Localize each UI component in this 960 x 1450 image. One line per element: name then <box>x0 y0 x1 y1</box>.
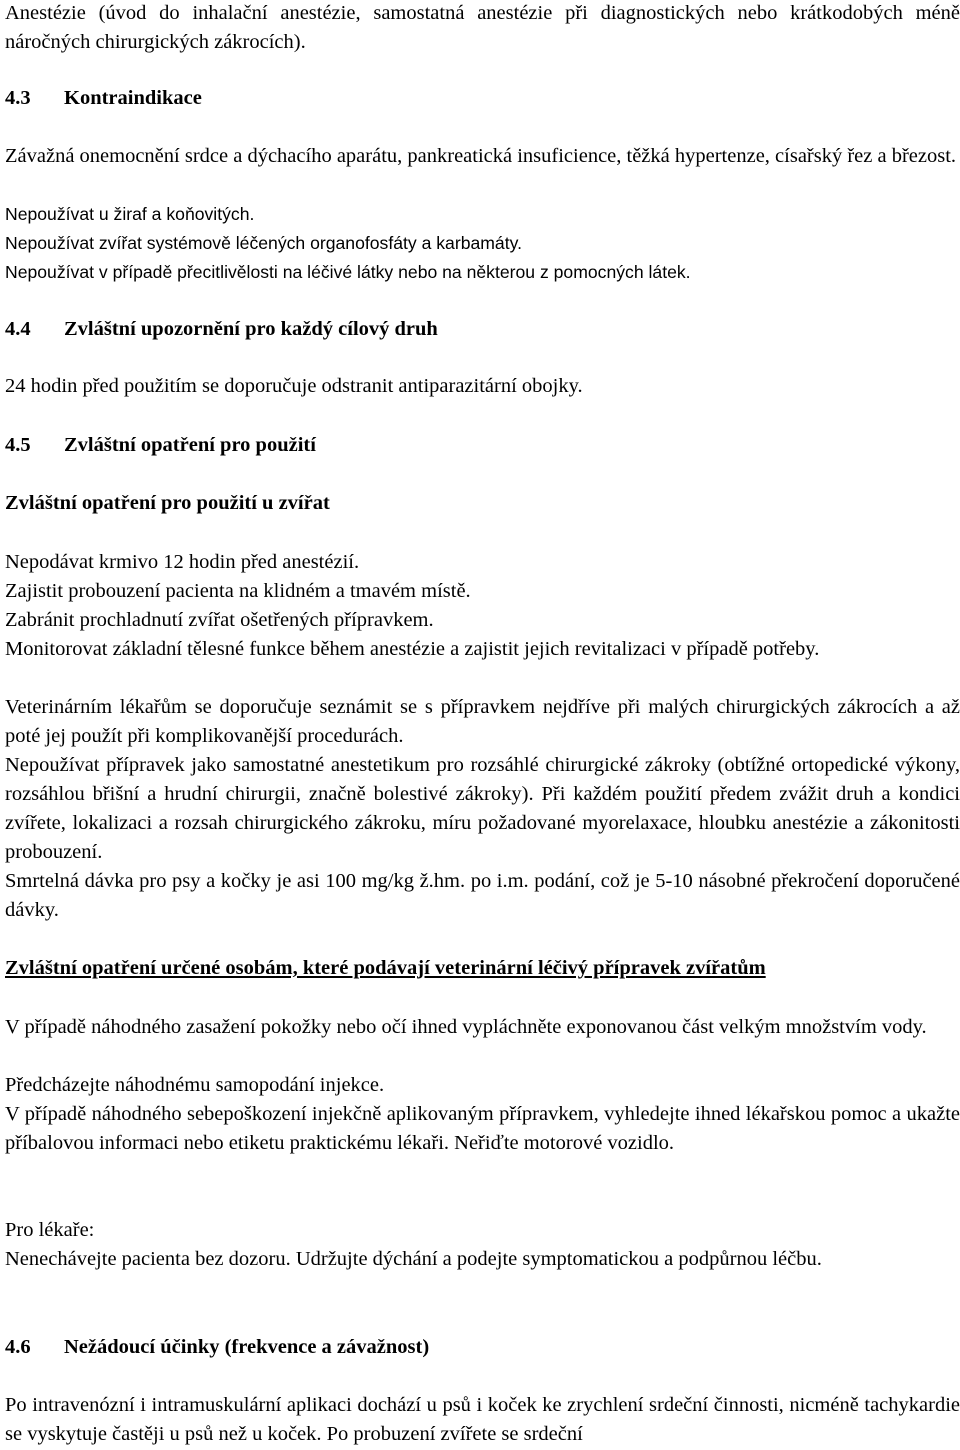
precaution-paragraph: Smrtelná dávka pro psy a kočky je asi 100 mg/kg ž.hm. po i.m. podání, což je 5-10 násobné překročení doporučené dávky. <box>5 870 960 921</box>
subsection-heading: Zvláštní opatření pro použití u zvířat <box>5 492 330 514</box>
intro-paragraph: Anestézie (úvod do inhalační anestézie, samostatná anestézie při diagnostických nebo krátkodobých méně náročných chirurgických zákrocích). <box>5 2 960 53</box>
contraindication-line: Nepoužívat zvířat systémově léčených organofosfáty a karbamáty. <box>5 233 522 253</box>
precaution-paragraph: Veterinárním lékařům se doporučuje seznámit se s přípravkem nejdříve při malých chirurgických zákrocích a až poté jej použít při komplikovanější procedurách. <box>5 696 960 747</box>
section-4-3-heading <box>5 84 202 113</box>
precaution-line: Zajistit probouzení pacienta na klidném a tmavém místě. <box>5 580 471 602</box>
section-title: Kontraindikace <box>64 87 202 109</box>
section-number: 4.4 <box>5 318 31 340</box>
section-4-6-heading <box>5 1333 429 1362</box>
section-title: Nežádoucí účinky (frekvence a závažnost) <box>64 1336 430 1358</box>
contraindication-paragraph: Závažná onemocnění srdce a dýchacího aparátu, pankreatická insuficience, těžká hypertenze, císařský řez a březost. <box>5 145 957 167</box>
subsection-heading: Zvláštní opatření určené osobám, které podávají veterinární léčivý přípravek zvířatům <box>5 957 766 979</box>
operator-paragraph: V případě náhodného zasažení pokožky nebo očí ihned vypláchněte exponovanou část velkým množstvím vody. <box>5 1016 927 1038</box>
physician-label: Pro lékaře: <box>5 1219 95 1241</box>
section-title: Zvláštní upozornění pro každý cílový druh <box>64 318 438 340</box>
contraindication-line: Nepoužívat v případě přecitlivělosti na léčivé látky nebo na některou z pomocných látek. <box>5 262 691 282</box>
precaution-paragraph: Monitorovat základní tělesné funkce během anestézie a zajistit jejich revitalizaci v případě potřeby. <box>5 638 820 660</box>
operator-paragraph: V případě náhodného sebepoškození injekčně aplikovaným přípravkem, vyhledejte ihned lékařskou pomoc a ukažte příbalovou informaci nebo etiketu praktickému lékaři. Neřiďte motorové vozidlo. <box>5 1103 960 1154</box>
section-title: Zvláštní opatření pro použití <box>64 434 316 456</box>
contraindication-line: Nepoužívat u žiraf a koňovitých. <box>5 204 255 224</box>
warning-paragraph: 24 hodin před použitím se doporučuje odstranit antiparazitární obojky. <box>5 375 583 397</box>
section-number: 4.3 <box>5 87 31 109</box>
section-4-5-heading <box>5 431 316 460</box>
section-4-4-heading <box>5 315 438 344</box>
operator-line: Předcházejte náhodnému samopodání injekce. <box>5 1074 385 1096</box>
precaution-paragraph: Nepoužívat přípravek jako samostatné anestetikum pro rozsáhlé chirurgické zákroky (obtížné ortopedické výkony, rozsáhlou břišní a hrudní chirurgii, značně bolestivé zákroky). Při každém použití předem zvážit druh a kondici zvířete, lokalizaci a rozsah chirurgického zákroku, míru požadované myorelaxace, hloubku anestézie a zákonitosti probouzení. <box>5 754 960 863</box>
section-number: 4.5 <box>5 434 31 456</box>
precaution-line: Zabránit prochladnutí zvířat ošetřených přípravkem. <box>5 609 434 631</box>
section-number: 4.6 <box>5 1336 31 1358</box>
adverse-effects-paragraph: Po intravenózní i intramuskulární aplikaci dochází u psů i koček ke zrychlení srdeční činnosti, nicméně tachykardie se vyskytuje častěji u psů než u koček. Po probuzení zvířete se srdeční <box>5 1394 960 1445</box>
physician-paragraph: Nenechávejte pacienta bez dozoru. Udržujte dýchání a podejte symptomatickou a podpůrnou léčbu. <box>5 1248 822 1270</box>
precaution-line: Nepodávat krmivo 12 hodin před anestézií. <box>5 551 360 573</box>
